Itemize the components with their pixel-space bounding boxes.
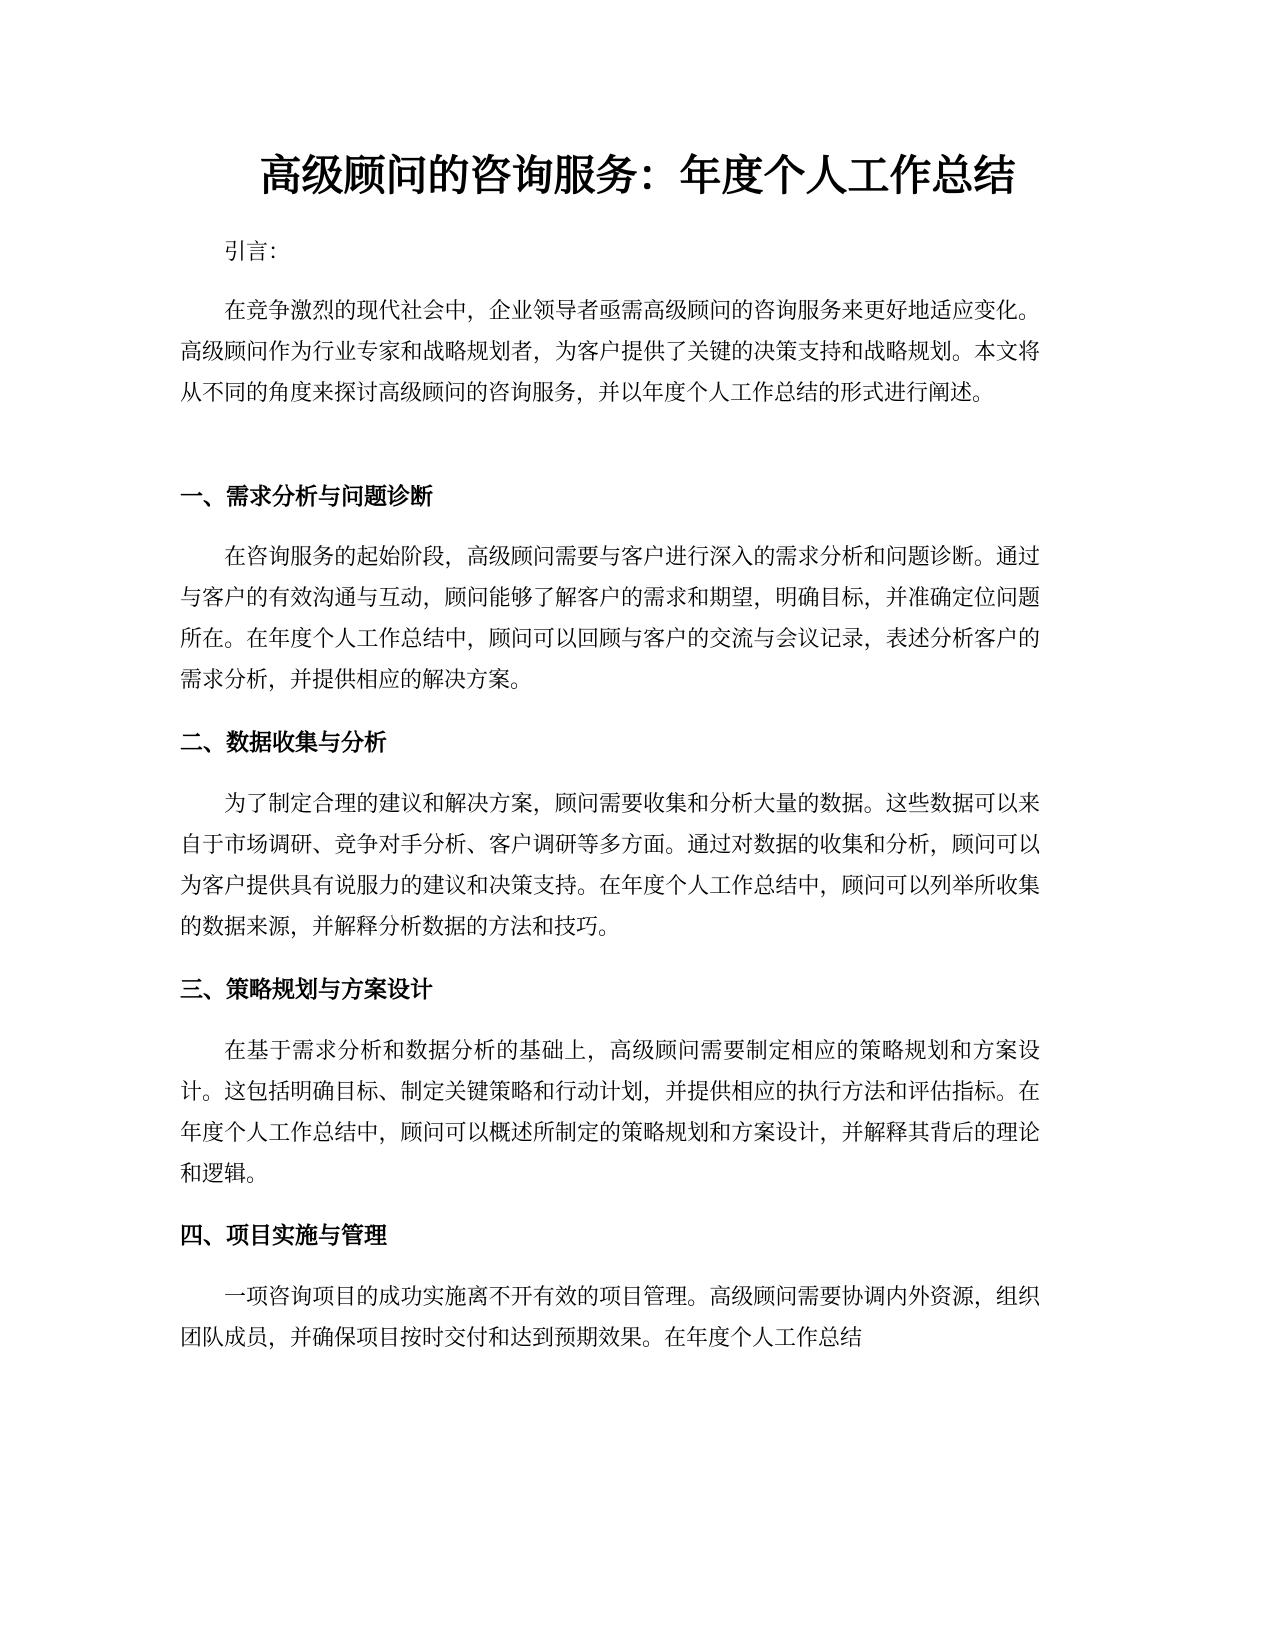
- intro-label: 引言：: [224, 240, 291, 265]
- section-heading-3: 三、策略规划与方案设计: [180, 977, 433, 1003]
- intro-paragraph: 在竞争激烈的现代社会中，企业领导者亟需高级顾问的咨询服务来更好地适应变化。高级顾问作为行业专家和战略规划者，为客户提供了关键的决策支持和战略规划。本文将从不同的角度来探讨高级顾问的咨询服务，并以年度个人工作总结的形式进行阐述。: [180, 299, 1040, 406]
- section-paragraph-1: 在咨询服务的起始阶段，高级顾问需要与客户进行深入的需求分析和问题诊断。通过与客户的有效沟通与互动，顾问能够了解客户的需求和期望，明确目标，并准确定位问题所在。在年度个人工作总结中，顾问可以回顾与客户的交流与会议记录，表述分析客户的需求分析，并提供相应的解决方案。: [180, 545, 1040, 693]
- section-heading-1: 一、需求分析与问题诊断: [180, 484, 433, 510]
- section-paragraph-3: 在基于需求分析和数据分析的基础上，高级顾问需要制定相应的策略规划和方案设计。这包括明确目标、制定关键策略和行动计划，并提供相应的执行方法和评估指标。在年度个人工作总结中，顾问可以概述所制定的策略规划和方案设计，并解释其背后的理论和逻辑。: [180, 1039, 1040, 1187]
- section-paragraph-2: 为了制定合理的建议和解决方案，顾问需要收集和分析大量的数据。这些数据可以来自于市场调研、竞争对手分析、客户调研等多方面。通过对数据的收集和分析，顾问可以为客户提供具有说服力的建议和决策支持。在年度个人工作总结中，顾问可以列举所收集的数据来源，并解释分析数据的方法和技巧。: [180, 792, 1040, 940]
- section-heading-2: 二、数据收集与分析: [180, 730, 387, 756]
- document-title: 高级顾问的咨询服务：年度个人工作总结: [259, 151, 1016, 200]
- section-paragraph-4: 一项咨询项目的成功实施离不开有效的项目管理。高级顾问需要协调内外资源，组织团队成员，并确保项目按时交付和达到预期效果。在年度个人工作总结: [180, 1285, 1040, 1351]
- section-heading-4: 四、项目实施与管理: [180, 1223, 387, 1249]
